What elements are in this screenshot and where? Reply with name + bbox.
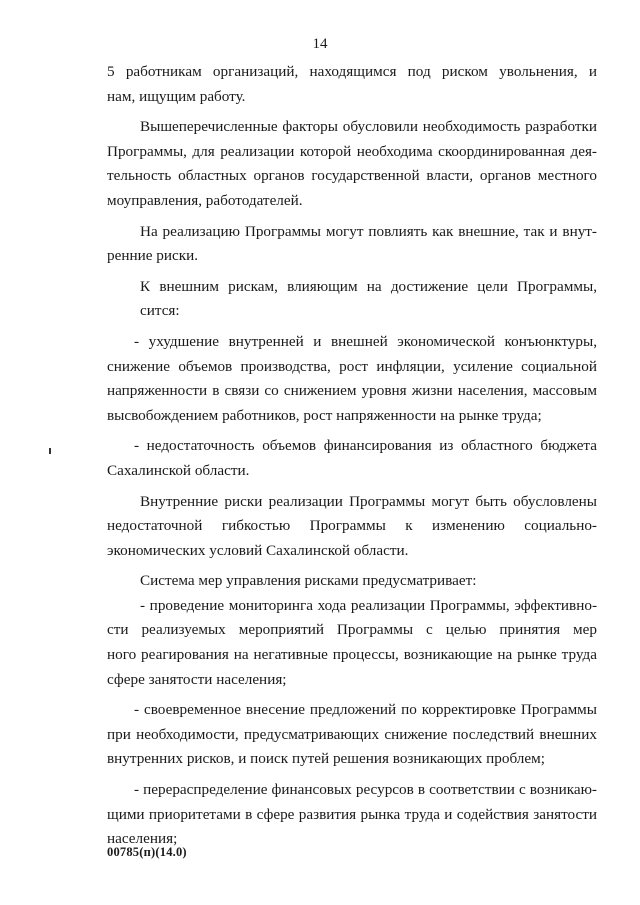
text-line: Вышеперечисленные факторы обусловили необходимость разработки [140, 118, 597, 136]
text-line: тельность областных органов государственной власти, органов местного [107, 167, 597, 185]
text-line: Внутренние риски реализации Программы могут быть обусловлены [140, 492, 597, 510]
page-number: 14 [312, 36, 328, 52]
body-text [107, 60, 597, 852]
text-line: напряженности в связи со снижением уровня жизни населения, массовым [107, 382, 597, 400]
text-line: Сахалинской области. [107, 461, 250, 479]
text-line: при необходимости, предусматривающих снижение последствий внешних [107, 725, 597, 743]
text-line: сфере занятости населения; [107, 670, 287, 688]
text-line: - недостаточность объемов финансирования из областного бюджета [134, 437, 597, 455]
text-line: сти реализуемых мероприятий Программы с целью принятия мер [107, 621, 597, 639]
scan-artifact-mark [49, 448, 51, 454]
text-line: сится: [140, 302, 180, 320]
text-line: внутренних рисков, и поиск путей решения возникающих проблем; [107, 750, 545, 768]
text-line: Программы, для реализации которой необходима скоординированная дея- [107, 142, 597, 160]
text-line: Система мер управления рисками предусматривает: [140, 572, 477, 590]
text-line: К внешним рискам, влияющим на достижение цели Программы, [140, 277, 597, 295]
text-line: недостаточной гибкостью Программы к изменению социально- [107, 517, 597, 535]
text-line: - перераспределение финансовых ресурсов в соответствии с возникаю- [134, 781, 597, 799]
text-line: 5 работникам организаций, находящимся под риском увольнения, и [107, 63, 597, 80]
text-line: нам, ищущим работу. [107, 87, 246, 105]
text-line: - ухудшение внутренней и внешней экономической конъюнктуры, [134, 332, 597, 350]
text-line: экономических условий Сахалинской области. [107, 541, 409, 559]
text-line: ного реагирования на негативные процессы, возникающие на рынке труда [107, 646, 597, 664]
text-line: населения; [107, 830, 178, 848]
text-line: - проведение мониторинга хода реализации Программы, эффективно- [140, 596, 597, 614]
text-line: На реализацию Программы могут повлиять как внешние, так и внут- [140, 222, 597, 240]
text-line: моуправления, работодателей. [107, 191, 303, 209]
text-line: - своевременное внесение предложений по корректировке Программы [134, 701, 597, 719]
document-code: 00785(п)(14.0) [107, 845, 187, 859]
text-line: ренние риски. [107, 247, 199, 265]
text-line: щими приоритетами в сфере развития рынка труда и содействия занятости [107, 805, 597, 823]
text-line: высвобождением работников, рост напряженности на рынке труда; [107, 406, 542, 424]
text-line: снижение объемов производства, рост инфляции, усиление социальной [107, 357, 597, 375]
